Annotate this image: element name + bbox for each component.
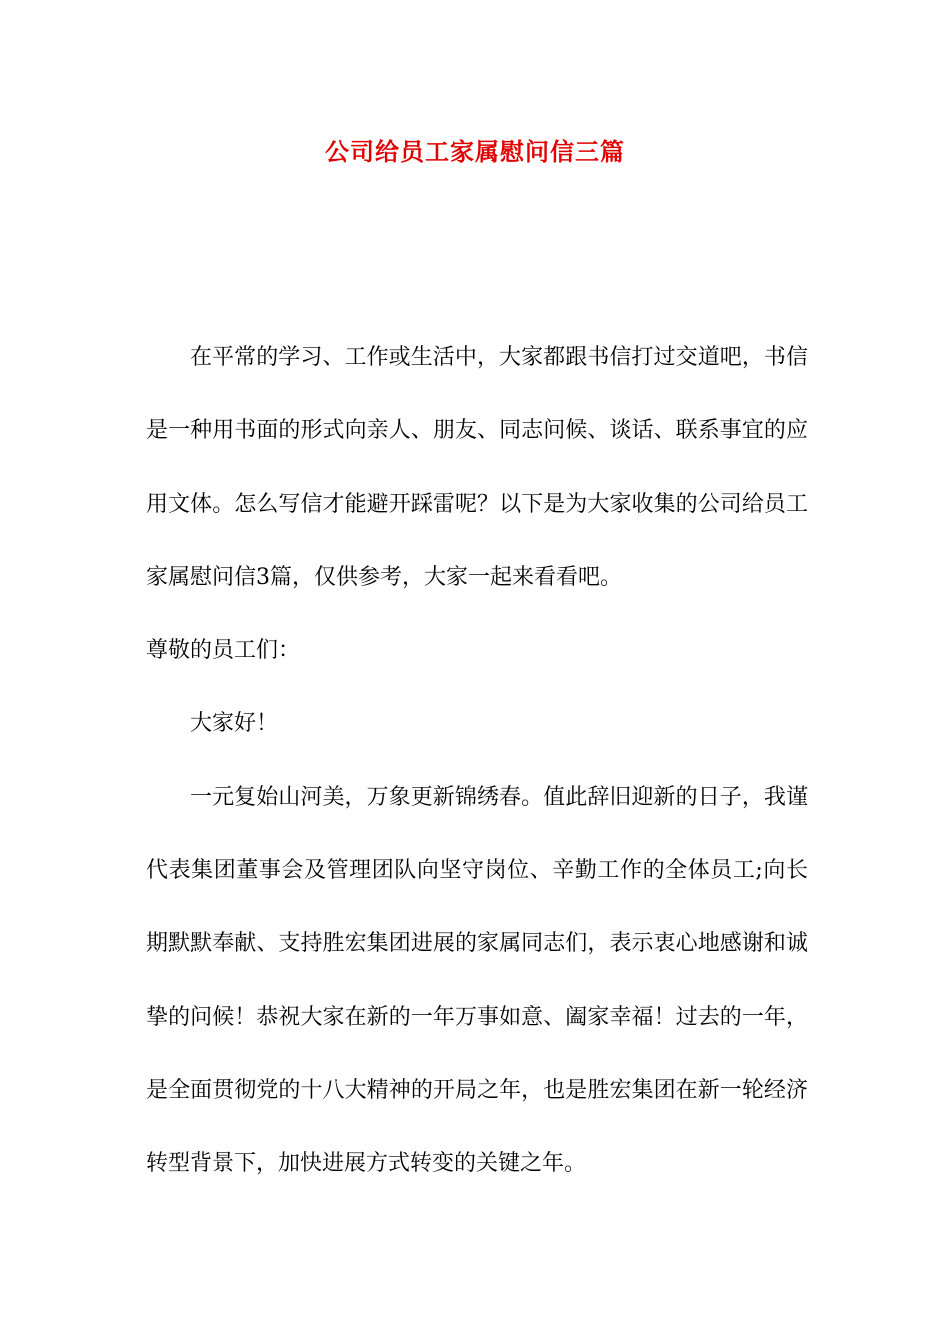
document-body — [146, 321, 808, 1201]
letter-paragraph: 一元复始山河美，万象更新锦绣春。值此辞旧迎新的日子，我谨代表集团董事会及管理团队向坚守岗位、辛勤工作的全体员工;向长期默默奉献、支持胜宏集团进展的家属同志们，表示衷心地感谢和诚挚的问候！恭祝大家在新的一年万事如意、阖家幸福！过去的一年，是全面贯彻党的十八大精神的开局之年，也是胜宏集团在新一轮经济转型背景下，加快进展方式转变的关键之年。 — [146, 784, 808, 1177]
document-title: 公司给员工家属慰问信三篇 — [325, 137, 625, 166]
intro-paragraph: 在平常的学习、工作或生活中，大家都跟书信打过交道吧，书信是一种用书面的形式向亲人、朋友、同志问候、谈话、联系事宜的应用文体。怎么写信才能避开踩雷呢？以下是为大家收集的公司给员工家属慰问信3篇，仅供参考，大家一起来看看吧。 — [146, 345, 808, 590]
greeting: 大家好！ — [190, 711, 279, 737]
salutation: 尊敬的员工们： — [146, 638, 301, 664]
